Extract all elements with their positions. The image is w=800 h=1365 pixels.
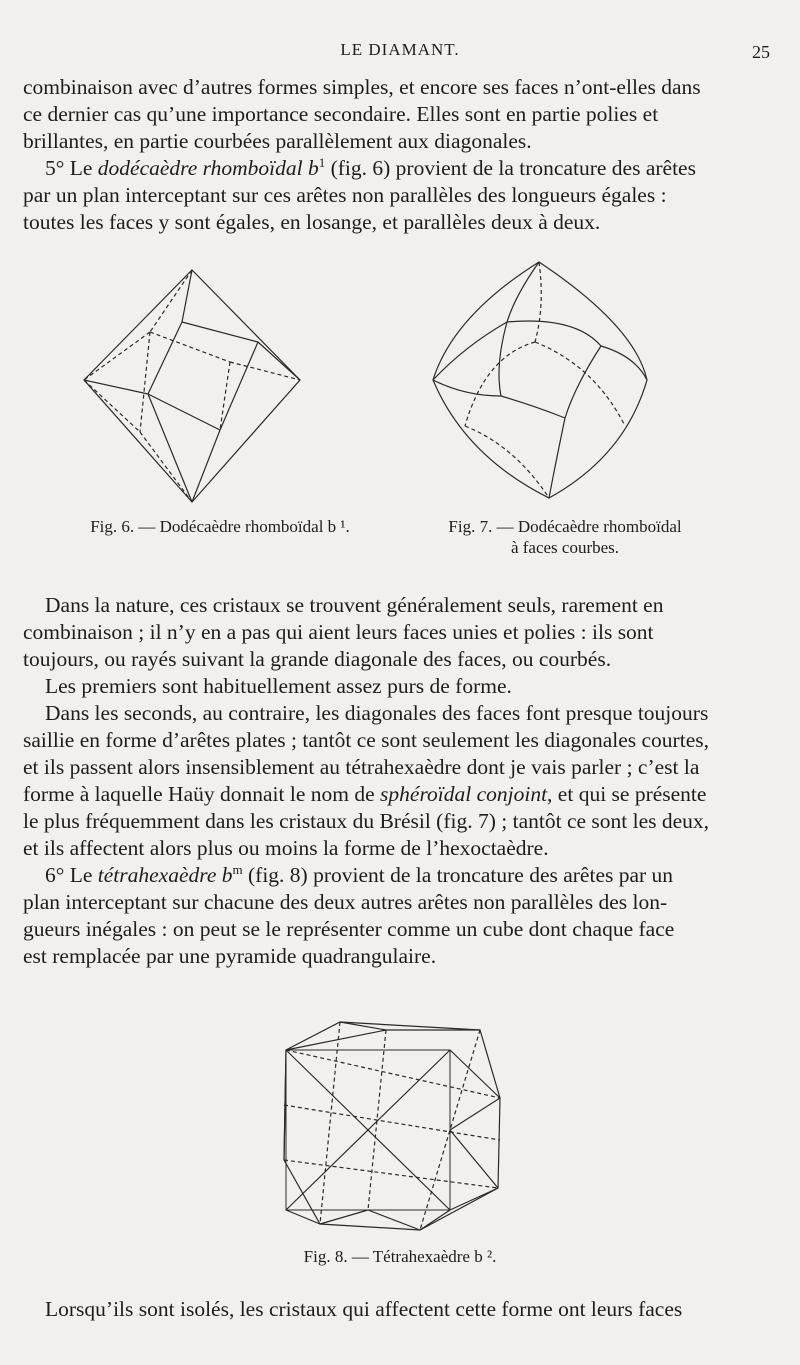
text-line: et ils affectent alors plus ou moins la forme de l’hexoctaèdre.	[23, 836, 549, 860]
text-line: ce dernier cas qu’une importance secondaire. Elles sont en partie polies et	[23, 102, 659, 126]
figure-7-curved-rhombic-dodecahedron	[425, 256, 665, 506]
text-line: le plus fréquemment dans les cristaux du Brésil (fig. 7) ; tantôt ce sont les deux,	[23, 809, 710, 833]
text-line: combinaison ; il n’y en a pas qui aient leurs faces unies et polies : ils sont	[23, 620, 654, 644]
running-title: LE DIAMANT.	[340, 40, 460, 59]
text-line: brillantes, en partie courbées parallèlement aux diagonales.	[23, 129, 532, 153]
term-tetrahexaedre: tétrahexaèdre b	[97, 863, 233, 887]
term-spheroidal-conjoint: sphéroïdal conjoint	[380, 782, 548, 806]
term-superscript: 1	[318, 154, 326, 170]
text-line	[23, 155, 755, 182]
text-line: plan interceptant sur chacune des deux autres arêtes non parallèles des lon-	[23, 890, 668, 914]
text-line: est remplacée par une pyramide quadrangulaire.	[23, 944, 437, 968]
paragraph-premiers	[23, 673, 755, 700]
text-line: saillie en forme d’arêtes plates ; tantôt ce sont seulement les diagonales courtes,	[23, 728, 709, 752]
figure-8-caption: Fig. 8. — Tétrahexaèdre b ².	[303, 1247, 497, 1266]
text-line: toutes les faces y sont égales, en losange, et parallèles deux à deux.	[23, 210, 601, 234]
text-run: forme à laquelle Haüy donnait le nom de	[23, 782, 381, 806]
text-run: (fig. 8) provient de la troncature des arêtes par un	[242, 863, 674, 887]
paragraph-nature	[23, 592, 755, 673]
term-dodecaedre: dodécaèdre rhomboïdal b	[97, 156, 319, 180]
figure-7-caption	[420, 516, 710, 558]
figure-6-caption: Fig. 6. — Dodécaèdre rhomboïdal b ¹.	[90, 517, 350, 536]
paragraph-isolated	[23, 1296, 755, 1323]
term-superscript: m	[232, 861, 243, 877]
paragraph-tetrahexahedron	[23, 862, 755, 970]
text-line	[23, 781, 755, 808]
text-run: (fig. 6) provient de la troncature des arêtes	[325, 156, 696, 180]
page-header	[0, 40, 800, 66]
text-line: par un plan interceptant sur ces arêtes non parallèles des longueurs égales :	[23, 183, 667, 207]
figure-6-rhombic-dodecahedron	[70, 262, 320, 512]
text-run: , et qui se présente	[547, 782, 707, 806]
text-line: Dans les seconds, au contraire, les diagonales des faces font presque toujours	[45, 701, 709, 725]
text-line: Lorsqu’ils sont isolés, les cristaux qui affectent cette forme ont leurs faces	[45, 1297, 683, 1321]
text-line: Dans la nature, ces cristaux se trouvent généralement seuls, rarement en	[45, 593, 664, 617]
item-number: 5° Le	[45, 156, 98, 180]
paragraph-intro	[23, 74, 755, 155]
text-line: gueurs inégales : on peut se le représenter comme un cube dont chaque face	[23, 917, 675, 941]
page-number: 25	[752, 42, 770, 62]
figure-7-caption-line: Fig. 7. — Dodécaèdre rhomboïdal	[448, 517, 682, 536]
text-line	[23, 862, 755, 889]
paragraph-dodecahedron	[23, 155, 755, 236]
figure-7-caption-line: à faces courbes.	[510, 538, 620, 557]
figure-8-tetrahexahedron	[270, 1010, 520, 1240]
text-line: et ils passent alors insensiblement au tétrahexaèdre dont je vais parler ; c’est la	[23, 755, 700, 779]
text-line: combinaison avec d’autres formes simples, et encore ses faces n’ont-elles dans	[23, 75, 701, 99]
text-line: toujours, ou rayés suivant la grande diagonale des faces, ou courbés.	[23, 647, 612, 671]
item-number: 6° Le	[45, 863, 98, 887]
paragraph-seconds	[23, 700, 755, 862]
text-line: Les premiers sont habituellement assez purs de forme.	[45, 674, 512, 698]
